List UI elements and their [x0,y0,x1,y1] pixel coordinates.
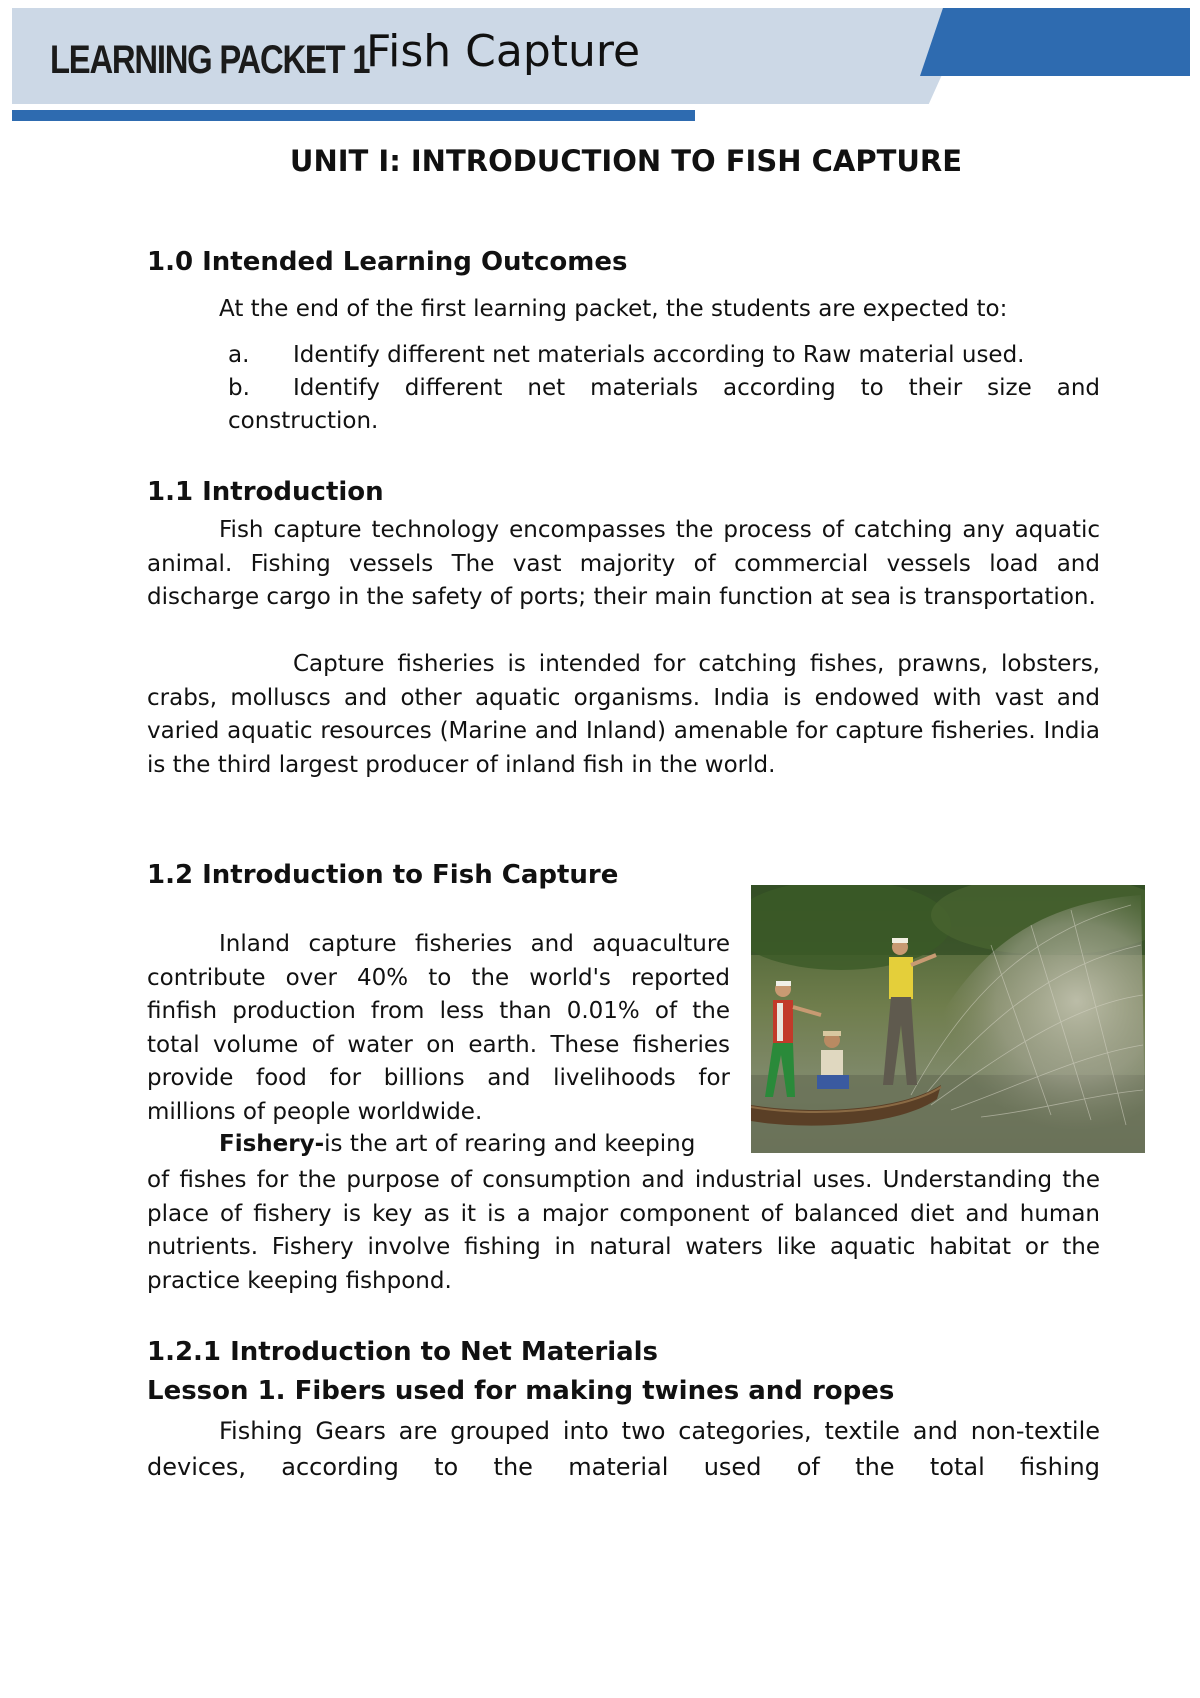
fishermen-casting-net-photo [751,885,1145,1153]
outcome-marker-b: b. [228,375,250,401]
packet-label: LEARNING PACKET 1 [50,38,370,82]
fish-capture-heading: 1.2 Introduction to Fish Capture [147,860,619,890]
outcome-item-b-continuation: construction. [228,408,379,434]
outcomes-heading: 1.0 Intended Learning Outcomes [147,247,628,277]
unit-title: UNIT I: INTRODUCTION TO FISH CAPTURE [289,144,963,178]
outcome-item-a: Identify different net materials according to Raw material used. [293,342,1025,368]
fish-capture-paragraph: Inland capture fisheries and aquaculture contribute over 40% to the world's reported finfish production from less than 0.01% of the total volume of water on earth. These fisheries provide food for billions and livelihoods for millions of people worldwide. [147,931,730,1125]
packet-title: Fish Capture [366,26,641,77]
introduction-paragraph-1: Fish capture technology encompasses the process of catching any aquatic animal. Fishing vessels The vast majority of commercial vessels load and discharge cargo in the safety of ports; their main function at sea is transportation. [147,517,1100,610]
introduction-heading: 1.1 Introduction [147,477,384,507]
net-materials-paragraph: Fishing Gears are grouped into two categories, textile and non-textile devices, according to the material used of the total fishing [147,1417,1100,1481]
outcome-marker-a: a. [228,342,250,368]
fishery-term: Fishery- [219,1131,325,1157]
outcomes-intro: At the end of the first learning packet, the students are expected to: [219,296,1008,322]
introduction-paragraph-2: Capture fisheries is intended for catching fishes, prawns, lobsters, crabs, molluscs and other aquatic organisms. India is endowed with vast and varied aquatic resources (Marine and Inland) amenable for capture fisheries. India is the third largest producer of inland fish in the world. [147,651,1100,778]
header-underline [12,110,695,121]
fishery-definition-start: is the art of rearing and keeping [324,1131,696,1157]
header-accent-shape [920,8,1190,76]
photo-illustration [751,885,1145,1153]
fishery-definition-line [219,1131,695,1157]
lesson-heading: Lesson 1. Fibers used for making twines and ropes [147,1376,895,1406]
net-materials-heading: 1.2.1 Introduction to Net Materials [147,1337,659,1367]
fishery-definition-paragraph: of fishes for the purpose of consumption and industrial uses. Understanding the place of fishery is key as it is a major component of balanced diet and human nutrients. Fishery involve fishing in natural waters like aquatic habitat or the practice keeping fishpond. [147,1167,1100,1294]
outcome-item-b: Identify different net materials according to their size and [293,375,1100,401]
